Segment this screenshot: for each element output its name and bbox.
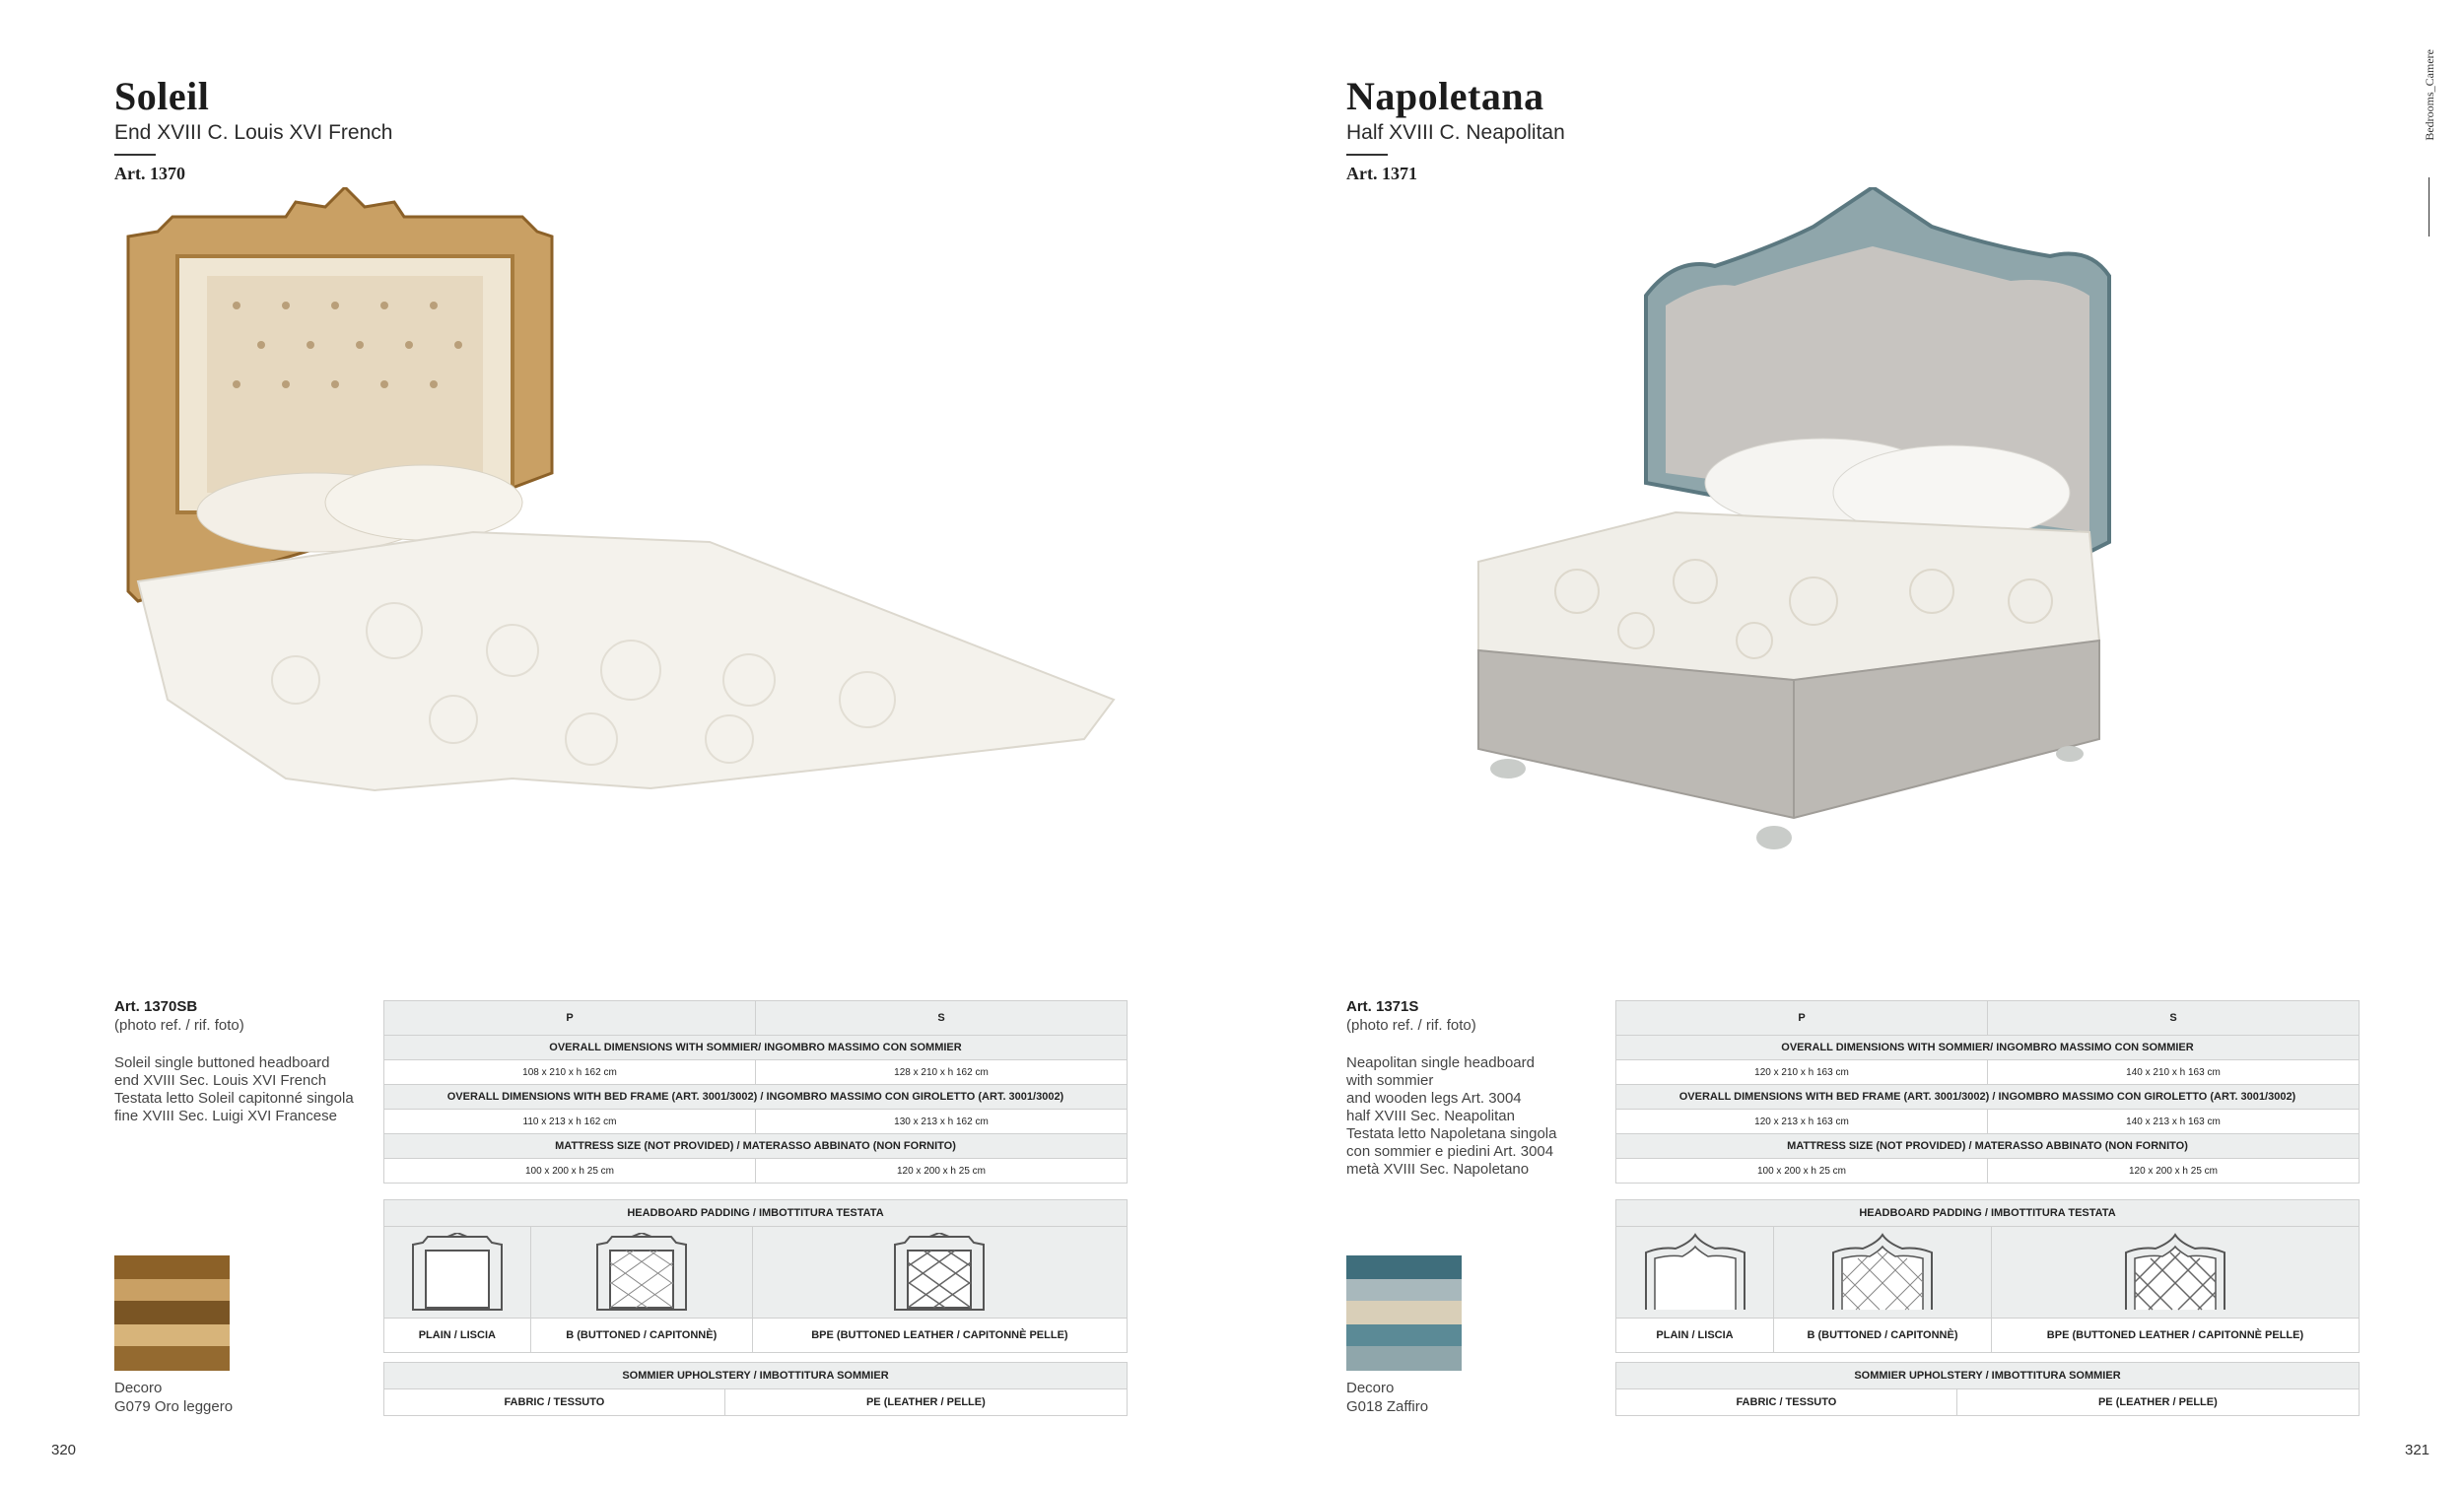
padding-label: HEADBOARD PADDING / IMBOTTITURA TESTATA [384,1200,1128,1227]
overall-sommier-label: OVERALL DIMENSIONS WITH SOMMIER/ INGOMBRO MASSIMO CON SOMMIER [1616,1036,2360,1060]
padding-option: BPE (BUTTONED LEATHER / CAPITONNÈ PELLE) [752,1319,1127,1353]
dimension-value: 120 x 210 x h 163 cm [1616,1060,1988,1085]
description-line: fine XVIII Sec. Luigi XVI Francese [114,1108,337,1124]
product-title: Napoletana [1346,74,1544,118]
sommier-upholstery-table [1615,1362,2360,1416]
dimension-value: 140 x 213 x h 163 cm [1987,1110,2359,1134]
description-line: Testata letto Soleil capitonné singola [114,1090,354,1107]
dimensions-table [383,1000,1128,1184]
dimension-value: 140 x 210 x h 163 cm [1987,1060,2359,1085]
mattress-label: MATTRESS SIZE (NOT PROVIDED) / MATERASSO ABBINATO (NON FORNITO) [1616,1134,2360,1159]
sommier-label: SOMMIER UPHOLSTERY / IMBOTTITURA SOMMIER [1616,1363,2360,1389]
swatch-band [114,1301,230,1324]
decoro-swatch [1346,1255,1462,1371]
product-title: Soleil [114,74,210,118]
swatch-band [114,1279,230,1301]
article-number: Art. 1370 [114,164,185,183]
overall-frame-label: OVERALL DIMENSIONS WITH BED FRAME (ART. 3001/3002) / INGOMBRO MASSIMO CON GIROLETTO (ART. 3001/3002) [384,1085,1128,1110]
swatch-band [114,1324,230,1346]
soleil-bed-photo [99,187,1183,976]
column-p: P [384,1001,756,1036]
dimensions-table [1615,1000,2360,1184]
padding-option: BPE (BUTTONED LEATHER / CAPITONNÈ PELLE) [1991,1319,2359,1353]
sommier-option: PE (LEATHER / PELLE) [1956,1389,2359,1416]
decoro-code: G079 Oro leggero [114,1398,234,1415]
dimension-value: 100 x 200 x h 25 cm [1616,1159,1988,1184]
decoro-caption [114,1379,233,1416]
decoro-label: Decoro [114,1380,163,1396]
column-s: S [755,1001,1127,1036]
page-number: 320 [51,1442,77,1458]
swatch-band [1346,1346,1462,1371]
padding-option: PLAIN / LISCIA [384,1319,531,1353]
padding-option: PLAIN / LISCIA [1616,1319,1774,1353]
buttoned-headboard-icon [592,1233,691,1312]
swatch-band [114,1346,230,1371]
buttoned-leather-headboard-icon [890,1233,989,1312]
product-description [114,1054,371,1125]
variant-article: Art. 1370SB [114,998,198,1015]
description-line: half XVIII Sec. Neapolitan [1346,1108,1515,1124]
plain-headboard-icon [408,1233,507,1312]
product-subtitle: Half XVIII C. Neapolitan [1346,121,1565,144]
decoro-code: G018 Zaffiro [1346,1398,1429,1415]
sommier-upholstery-table [383,1362,1128,1416]
section-rule [2429,177,2430,237]
dimension-value: 120 x 200 x h 25 cm [1987,1159,2359,1184]
section-label: Bedrooms_Camere [2423,49,2436,141]
dimension-value: 100 x 200 x h 25 cm [384,1159,756,1184]
mattress-label: MATTRESS SIZE (NOT PROVIDED) / MATERASSO ABBINATO (NON FORNITO) [384,1134,1128,1159]
dimension-value: 120 x 200 x h 25 cm [755,1159,1127,1184]
sommier-option: PE (LEATHER / PELLE) [724,1389,1127,1416]
overall-sommier-label: OVERALL DIMENSIONS WITH SOMMIER/ INGOMBRO MASSIMO CON SOMMIER [384,1036,1128,1060]
product-description [1346,1054,1603,1179]
right-page [1232,0,2464,1489]
buttoned-headboard-icon [1828,1233,1937,1312]
product-subtitle: End XVIII C. Louis XVI French [114,121,393,144]
column-p: P [1616,1001,1988,1036]
headboard-padding-options [1615,1199,2360,1353]
padding-option: B (BUTTONED / CAPITONNÈ) [1774,1319,1992,1353]
dimension-value: 110 x 213 x h 162 cm [384,1110,756,1134]
description-line: and wooden legs Art. 3004 [1346,1090,1522,1107]
dimension-value: 108 x 210 x h 162 cm [384,1060,756,1085]
swatch-band [1346,1279,1462,1301]
decoro-label: Decoro [1346,1380,1395,1396]
description-line: with sommier [1346,1072,1434,1089]
sommier-label: SOMMIER UPHOLSTERY / IMBOTTITURA SOMMIER [384,1363,1128,1389]
buttoned-leather-headboard-icon [2121,1233,2229,1312]
dimension-value: 120 x 213 x h 163 cm [1616,1110,1988,1134]
padding-option: B (BUTTONED / CAPITONNÈ) [530,1319,752,1353]
dimension-value: 130 x 213 x h 162 cm [755,1110,1127,1134]
title-divider [1346,154,1388,156]
photo-reference: (photo ref. / rif. foto) [1346,1017,1476,1034]
article-number: Art. 1371 [1346,164,1417,183]
sommier-option: FABRIC / TESSUTO [1616,1389,1957,1416]
photo-reference: (photo ref. / rif. foto) [114,1017,244,1034]
column-s: S [1987,1001,2359,1036]
swatch-band [1346,1301,1462,1324]
description-line: Testata letto Napoletana singola [1346,1125,1557,1142]
napoletana-bed-photo [1380,187,2444,956]
sommier-option: FABRIC / TESSUTO [384,1389,725,1416]
variant-article: Art. 1371S [1346,998,1419,1015]
swatch-band [1346,1255,1462,1279]
headboard-padding-options [383,1199,1128,1353]
description-line: metà XVIII Sec. Napoletano [1346,1161,1530,1178]
decoro-caption [1346,1379,1428,1416]
plain-headboard-icon [1641,1233,1749,1312]
dimension-value: 128 x 210 x h 162 cm [755,1060,1127,1085]
page-number: 321 [2405,1442,2430,1458]
overall-frame-label: OVERALL DIMENSIONS WITH BED FRAME (ART. 3001/3002) / INGOMBRO MASSIMO CON GIROLETTO (ART. 3001/3002) [1616,1085,2360,1110]
description-line: end XVIII Sec. Louis XVI French [114,1072,327,1089]
padding-label: HEADBOARD PADDING / IMBOTTITURA TESTATA [1616,1200,2360,1227]
title-divider [114,154,156,156]
swatch-band [114,1255,230,1279]
decoro-swatch [114,1255,230,1371]
description-line: con sommier e piedini Art. 3004 [1346,1143,1554,1160]
swatch-band [1346,1324,1462,1346]
description-line: Soleil single buttoned headboard [114,1054,330,1071]
description-line: Neapolitan single headboard [1346,1054,1535,1071]
